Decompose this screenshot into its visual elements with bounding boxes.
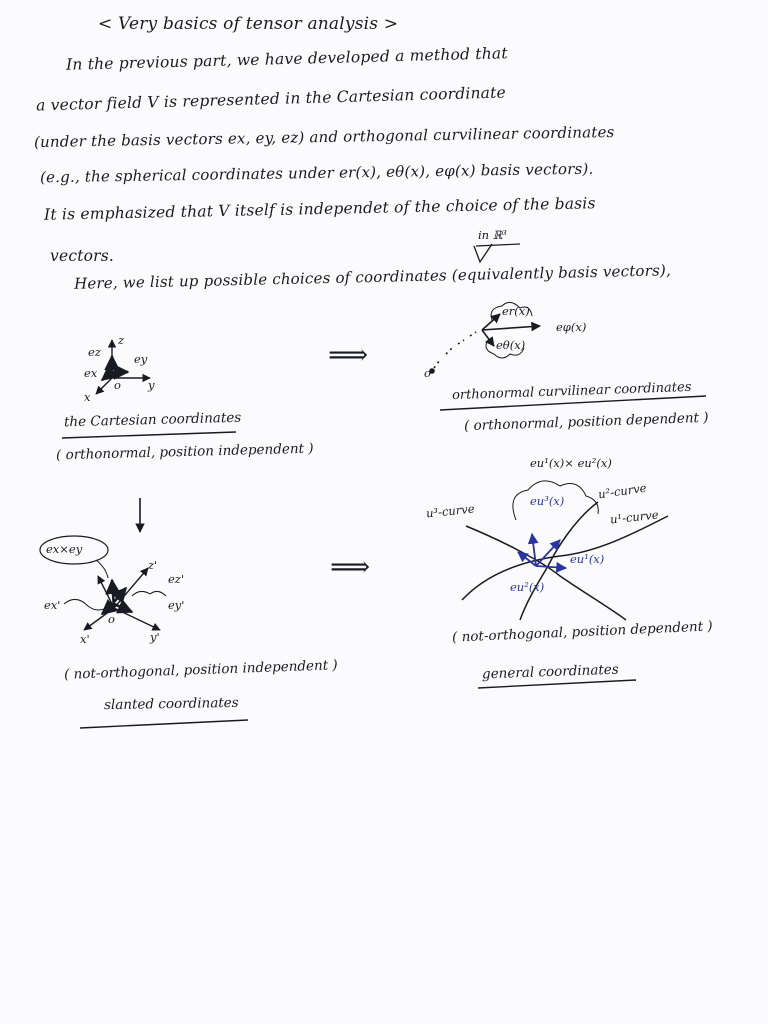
general-props: ( not-orthogonal, position dependent ) — [451, 618, 713, 646]
cartesian-axes — [96, 340, 150, 394]
curvilinear-vector-etheta: eθ(x) — [496, 338, 526, 352]
cartesian-props: ( orthonormal, position independent ) — [55, 440, 314, 464]
paragraph-line-4: (e.g., the spherical coordinates under er(x), eθ(x), eφ(x) basis vectors). — [39, 159, 594, 187]
slanted-origin: o — [108, 612, 115, 626]
general-curve-u3: u³-curve — [425, 501, 476, 521]
paragraph-line-1: In the previous part, we have developed a method that — [65, 44, 509, 74]
general-curve-u2: u²-curve — [597, 480, 648, 502]
cartesian-axis-y: y — [148, 378, 155, 392]
general-vector-eu2: eu²(x) — [510, 580, 545, 594]
paragraph-line-6: vectors. — [50, 247, 115, 265]
down-arrow — [134, 498, 135, 499]
page-title: < Very basics of tensor analysis > — [98, 14, 399, 34]
slanted-axis-x: x' — [80, 632, 90, 646]
cartesian-vector-ez: ez — [88, 345, 101, 359]
slanted-cross-product: ex×ey — [46, 542, 83, 556]
general-cross-product: eu¹(x)× eu²(x) — [530, 456, 612, 470]
cartesian-origin: o — [114, 378, 121, 392]
general-coordinate-curves — [462, 481, 668, 620]
curvilinear-vector-er: er(x) — [502, 304, 530, 318]
general-curve-u1: u¹-curve — [609, 507, 660, 527]
implies-arrow-1: ⟹ — [328, 338, 369, 371]
general-vector-eu3: eu³(x) — [530, 494, 565, 508]
paragraph-line-5: It is emphasized that V itself is independet of the choice of the basis — [43, 194, 596, 224]
general-vector-eu1: eu¹(x) — [570, 552, 605, 566]
cartesian-vector-ey: ey — [134, 352, 148, 366]
implies-arrow-2: ⟹ — [330, 550, 371, 583]
slanted-vector-ez: ez' — [168, 572, 185, 586]
curvilinear-props: ( orthonormal, position dependent ) — [463, 409, 709, 435]
curvilinear-origin: o — [424, 366, 431, 380]
slanted-props: ( not-orthogonal, position independent ) — [63, 657, 338, 683]
insert-note: in ℝ³ — [478, 228, 507, 242]
paragraph-line-2: a vector field V is represented in the Cartesian coordinate — [35, 83, 507, 115]
slanted-vector-ey: ey' — [168, 598, 185, 612]
cartesian-name: the Cartesian coordinates — [63, 409, 242, 431]
general-name: general coordinates — [481, 661, 619, 683]
cartesian-vector-ex: ex — [84, 366, 98, 380]
slanted-vector-ex: ex' — [44, 598, 61, 612]
slanted-name: slanted coordinates — [103, 694, 239, 714]
curvilinear-vector-ephi: eφ(x) — [556, 320, 587, 334]
here-line: Here, we list up possible choices of coordinates (equivalently basis vectors), — [73, 261, 672, 293]
paragraph-line-3: (under the basis vectors ex, ey, ez) and orthogonal curvilinear coordinates — [33, 122, 615, 152]
cartesian-axis-z: z — [118, 333, 125, 347]
slanted-axis-y: y' — [150, 630, 160, 644]
curvilinear-name: orthonormal curvilinear coordinates — [451, 379, 692, 404]
cartesian-axis-x: x — [84, 390, 91, 404]
slanted-axis-z: z' — [148, 558, 158, 572]
